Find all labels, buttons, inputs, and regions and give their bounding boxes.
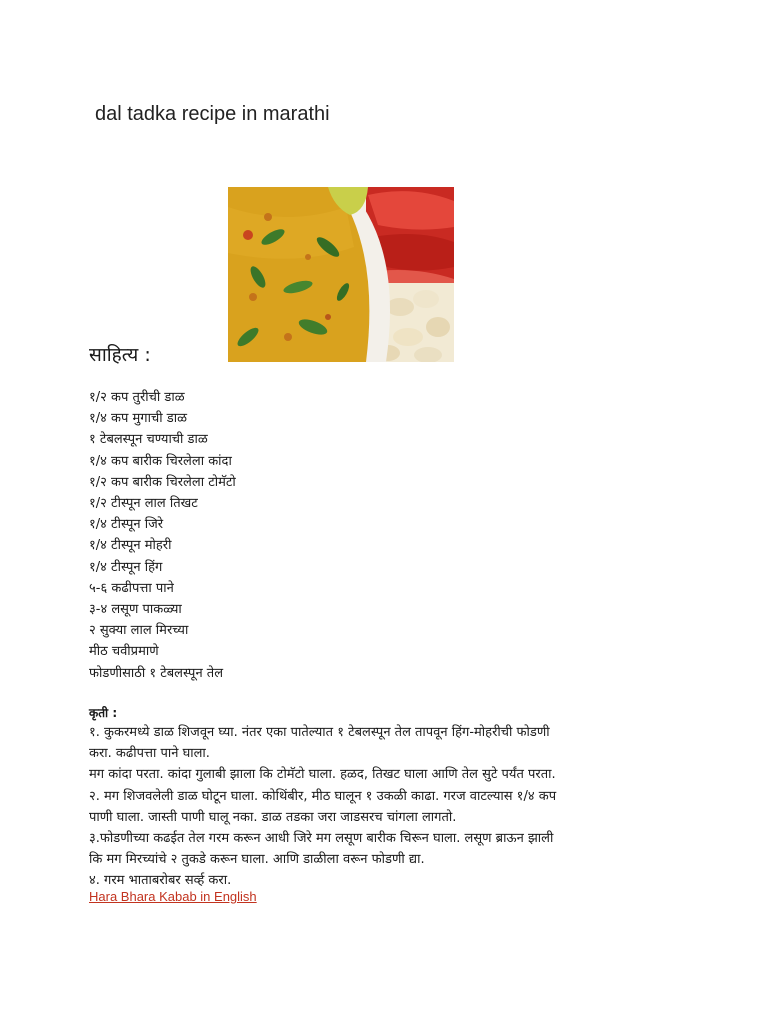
ingredient-item: मीठ चवीप्रमाणे <box>89 644 159 660</box>
ingredient-item: १/४ टीस्पून मोहरी <box>89 538 172 554</box>
dal-tadka-photo-icon <box>228 187 454 362</box>
ingredient-item: १/२ कप तुरीची डाळ <box>89 390 185 405</box>
ingredient-item: १/२ टीस्पून लाल तिखट <box>89 496 198 512</box>
ingredient-item: २ सुक्या लाल मिरच्या <box>89 623 189 639</box>
ingredient-item: ५-६ कढीपत्ता पाने <box>89 580 174 596</box>
method-heading: कृती : <box>89 706 118 720</box>
ingredient-item: १/४ कप बारीक चिरलेला कांदा <box>89 453 232 469</box>
method-text <box>89 722 679 892</box>
method-line: १. कुकरमध्ये डाळ शिजवून घ्या. नंतर एका पातेल्यात १ टेबलस्पून तेल तापवून हिंग-मोहरीची फोडणी <box>89 725 550 740</box>
ingredient-item: ३-४ लसूण पाकळ्या <box>89 602 182 618</box>
ingredient-item: १ टेबलस्पून चण्याची डाळ <box>89 432 208 448</box>
page-title: dal tadka recipe in marathi <box>95 103 330 125</box>
ingredient-item: १/४ कप मुगाची डाळ <box>89 411 187 427</box>
method-line: ४. गरम भाताबरोबर सर्व्ह करा. <box>89 873 232 889</box>
method-line: करा. कढीपत्ता पाने घाला. <box>89 746 210 762</box>
ingredient-item: १/४ टीस्पून हिंग <box>89 559 163 575</box>
ingredients-heading: साहित्य : <box>89 344 151 366</box>
method-line: ३.फोडणीच्या कढईत तेल गरम करून आधी जिरे मग लसूण बारीक चिरून घाला. लसूण ब्राऊन झाली <box>89 831 554 847</box>
ingredient-item: १/४ टीस्पून जिरे <box>89 517 164 533</box>
method-line: पाणी घाला. जास्ती पाणी घालू नका. डाळ तडका जरा जाडसरच चांगला लागतो. <box>89 809 457 825</box>
ingredient-item: फोडणीसाठी १ टेबलस्पून तेल <box>89 665 224 681</box>
dal-tadka-image <box>228 187 454 362</box>
method-line: कि मग मिरच्यांचे २ तुकडे करून घाला. आणि डाळीला वरून फोडणी द्या. <box>89 852 425 868</box>
english-recipe-link[interactable]: Hara Bhara Kabab in English <box>89 889 257 904</box>
ingredient-item: १/२ कप बारीक चिरलेला टोमॅटो <box>89 474 236 490</box>
ingredients-list <box>89 387 236 684</box>
method-line: २. मग शिजवलेली डाळ घोटून घाला. कोथिंबीर, मीठ घालून १ उकळी काढा. गरज वाटल्यास १/४ कप <box>89 788 557 804</box>
method-line: मग कांदा परता. कांदा गुलाबी झाला कि टोमॅटो घाला. हळद, तिखट घाला आणि तेल सुटे पर्यंत परता. <box>89 767 556 783</box>
